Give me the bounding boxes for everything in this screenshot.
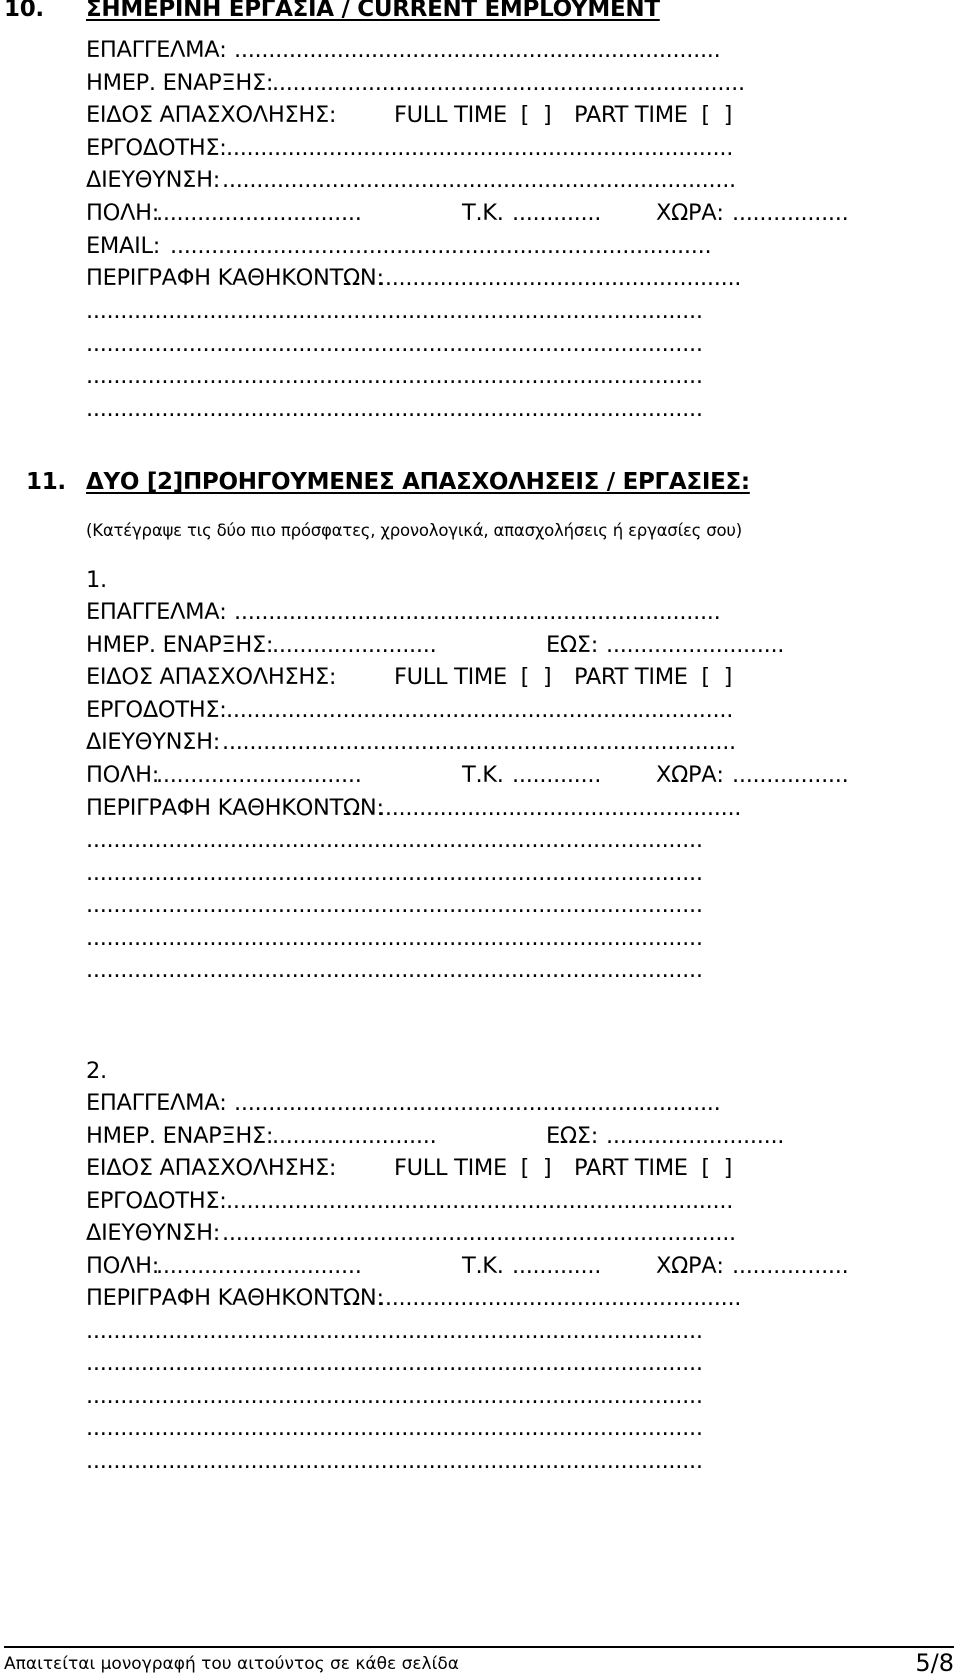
fill-dots: ..........................................................................................: [86, 1415, 703, 1441]
field-label: ΔΙΕΥΘΥΝΣΗ:: [86, 729, 220, 755]
full-time-checkbox[interactable]: FULL TIME [ ]: [394, 664, 552, 690]
section-title: ΔΥΟ [2]ΠΡΟΗΓΟΥΜΕΝΕΣ ΑΠΑΣΧΟΛΗΣΕΙΣ / ΕΡΓΑΣΙΕΣ:: [86, 469, 750, 495]
blank-line[interactable]: [86, 888, 948, 922]
employment-type-row: [86, 98, 948, 132]
fill-dots: .................: [732, 200, 849, 226]
entry-index: [86, 1054, 948, 1088]
city-row[interactable]: [86, 1249, 948, 1283]
fill-dots: ..........................................................................................: [86, 957, 703, 983]
fill-dots: ..........................................................................................: [86, 827, 703, 853]
blank-line[interactable]: [86, 1411, 948, 1445]
fill-dots: .....................................................: [378, 795, 742, 821]
duties-field[interactable]: [86, 1281, 948, 1315]
field-label: ΕΡΓΟΔΟΤΗΣ:: [86, 697, 227, 723]
address-field[interactable]: [86, 1216, 948, 1250]
fill-dots: ..............................: [156, 1253, 362, 1279]
employment-type-row: [86, 1151, 948, 1185]
field-label: ΗΜΕΡ. ΕΝΑΡΞΗΣ:: [86, 1123, 274, 1149]
blank-line[interactable]: [86, 327, 948, 361]
postal-code-label: Τ.Κ.: [462, 1253, 504, 1279]
end-date-label: ΕΩΣ:: [546, 632, 599, 658]
city-row[interactable]: [86, 758, 948, 792]
fill-dots: .....................................................: [378, 1285, 742, 1311]
part-time-checkbox[interactable]: PART TIME [ ]: [574, 664, 733, 690]
fill-dots: ...........................................................................: [222, 1220, 736, 1246]
fill-dots: ..........................................................................: [226, 697, 734, 723]
field-label: ΠΕΡΙΓΡΑΦΗ ΚΑΘΗΚΟΝΤΩΝ:: [86, 795, 384, 821]
employer-field[interactable]: [86, 131, 948, 165]
address-field[interactable]: [86, 163, 948, 197]
fill-dots: ..........................: [606, 1123, 785, 1149]
address-field[interactable]: [86, 725, 948, 759]
employment-type-row: [86, 660, 948, 694]
full-time-checkbox[interactable]: FULL TIME [ ]: [394, 1155, 552, 1181]
field-label: ΕΠΑΓΓΕΛΜΑ:: [86, 1090, 227, 1116]
blank-line[interactable]: [86, 392, 948, 426]
fill-dots: .....................................................: [378, 265, 742, 291]
field-label: ΗΜΕΡ. ΕΝΑΡΞΗΣ:: [86, 632, 274, 658]
field-label: ΠΟΛΗ:: [86, 1253, 160, 1279]
section-11-heading: [4, 465, 904, 499]
date-range-row[interactable]: [86, 628, 948, 662]
blank-line[interactable]: [86, 294, 948, 328]
postal-code-label: Τ.Κ.: [462, 200, 504, 226]
fill-dots: ..........................................................................................: [86, 363, 703, 389]
fill-dots: ...........................................................................: [222, 729, 736, 755]
fill-dots: .................: [732, 1253, 849, 1279]
blank-line[interactable]: [86, 359, 948, 393]
fill-dots: .......................................................................: [234, 37, 721, 63]
end-date-label: ΕΩΣ:: [546, 1123, 599, 1149]
occupation-field[interactable]: [86, 33, 948, 67]
fill-dots: ..........................................................................: [226, 135, 734, 161]
signature-note: Απαιτείται μονογραφή του αιτούντος σε κάθε σελίδα: [4, 1654, 459, 1674]
field-label: ΕΙΔΟΣ ΑΠΑΣΧΟΛΗΣΗΣ:: [86, 664, 337, 690]
fill-dots: .......................................................................: [234, 599, 721, 625]
fill-dots: ..........................................................................................: [86, 331, 703, 357]
fill-dots: ..............................: [156, 762, 362, 788]
country-label: ΧΩΡΑ:: [656, 762, 724, 788]
fill-dots: ..........................................................................................: [86, 1350, 703, 1376]
field-label: ΔΙΕΥΘΥΝΣΗ:: [86, 1220, 220, 1246]
section-title: ΣΗΜΕΡΙΝΗ ΕΡΓΑΣΙΑ / CURRENT EMPLOYMENT: [86, 0, 660, 22]
fill-dots: ..........................................................................................: [86, 396, 703, 422]
blank-line[interactable]: [86, 823, 948, 857]
email-field[interactable]: [86, 229, 948, 263]
fill-dots: ..........................................................................................: [86, 1383, 703, 1409]
employer-field[interactable]: [86, 1184, 948, 1218]
blank-line[interactable]: [86, 856, 948, 890]
entry-number: 2.: [86, 1058, 107, 1084]
field-label: ΕΡΓΟΔΟΤΗΣ:: [86, 135, 227, 161]
section-10-heading: [4, 0, 904, 26]
part-time-checkbox[interactable]: PART TIME [ ]: [574, 102, 733, 128]
fill-dots: .................: [732, 762, 849, 788]
field-label: ΕΙΔΟΣ ΑΠΑΣΧΟΛΗΣΗΣ:: [86, 102, 337, 128]
city-row[interactable]: [86, 196, 948, 230]
part-time-checkbox[interactable]: PART TIME [ ]: [574, 1155, 733, 1181]
field-label: ΔΙΕΥΘΥΝΣΗ:: [86, 167, 220, 193]
fill-dots: ...........................................................................: [222, 167, 736, 193]
field-label: EMAIL:: [86, 233, 160, 259]
duties-field[interactable]: [86, 261, 948, 295]
entry-index: [86, 563, 948, 597]
field-label: ΠΕΡΙΓΡΑΦΗ ΚΑΘΗΚΟΝΤΩΝ:: [86, 1285, 384, 1311]
fill-dots: .......................................................................: [234, 1090, 721, 1116]
country-label: ΧΩΡΑ:: [656, 200, 724, 226]
fill-dots: ..........................................................................: [226, 1188, 734, 1214]
duties-field[interactable]: [86, 791, 948, 825]
fill-dots: .............: [512, 200, 602, 226]
field-label: ΕΠΑΓΓΕΛΜΑ:: [86, 37, 227, 63]
date-range-row[interactable]: [86, 1119, 948, 1153]
fill-dots: ..........................................................................................: [86, 1448, 703, 1474]
fill-dots: ..........................................................................................: [86, 298, 703, 324]
section-number: 10.: [4, 0, 44, 22]
fill-dots: ........................: [272, 1123, 437, 1149]
field-label: ΕΠΑΓΓΕΛΜΑ:: [86, 599, 227, 625]
field-label: ΕΡΓΟΔΟΤΗΣ:: [86, 1188, 227, 1214]
fill-dots: ..........................: [606, 632, 785, 658]
fill-dots: ........................: [272, 632, 437, 658]
blank-line[interactable]: [86, 1346, 948, 1380]
page-number: 5/8: [915, 1649, 954, 1677]
fill-dots: .....................................................................: [272, 70, 745, 96]
fill-dots: .............: [512, 762, 602, 788]
blank-line[interactable]: [86, 1379, 948, 1413]
fill-dots: .............: [512, 1253, 602, 1279]
fill-dots: ...............................................................................: [170, 233, 712, 259]
country-label: ΧΩΡΑ:: [656, 1253, 724, 1279]
page-footer: [4, 1646, 954, 1680]
fill-dots: ..........................................................................................: [86, 1318, 703, 1344]
occupation-field[interactable]: [86, 595, 948, 629]
field-label: ΕΙΔΟΣ ΑΠΑΣΧΟΛΗΣΗΣ:: [86, 1155, 337, 1181]
blank-line[interactable]: [86, 921, 948, 955]
blank-line[interactable]: [86, 1314, 948, 1348]
postal-code-label: Τ.Κ.: [462, 762, 504, 788]
fill-dots: ..............................: [156, 200, 362, 226]
field-label: ΠΕΡΙΓΡΑΦΗ ΚΑΘΗΚΟΝΤΩΝ:: [86, 265, 384, 291]
full-time-checkbox[interactable]: FULL TIME [ ]: [394, 102, 552, 128]
occupation-field[interactable]: [86, 1086, 948, 1120]
section-instruction: (Κατέγραψε τις δύο πιο πρόσφατες, χρονολογικά, απασχολήσεις ή εργασίες σου): [86, 521, 742, 540]
blank-line[interactable]: [86, 953, 948, 987]
field-label: ΠΟΛΗ:: [86, 200, 160, 226]
blank-line[interactable]: [86, 1444, 948, 1478]
employer-field[interactable]: [86, 693, 948, 727]
field-label: ΗΜΕΡ. ΕΝΑΡΞΗΣ:: [86, 70, 274, 96]
section-number: 11.: [26, 469, 66, 495]
field-label: ΠΟΛΗ:: [86, 762, 160, 788]
entry-number: 1.: [86, 567, 107, 593]
fill-dots: ..........................................................................................: [86, 860, 703, 886]
start-date-field[interactable]: [86, 66, 948, 100]
fill-dots: ..........................................................................................: [86, 925, 703, 951]
fill-dots: ..........................................................................................: [86, 892, 703, 918]
